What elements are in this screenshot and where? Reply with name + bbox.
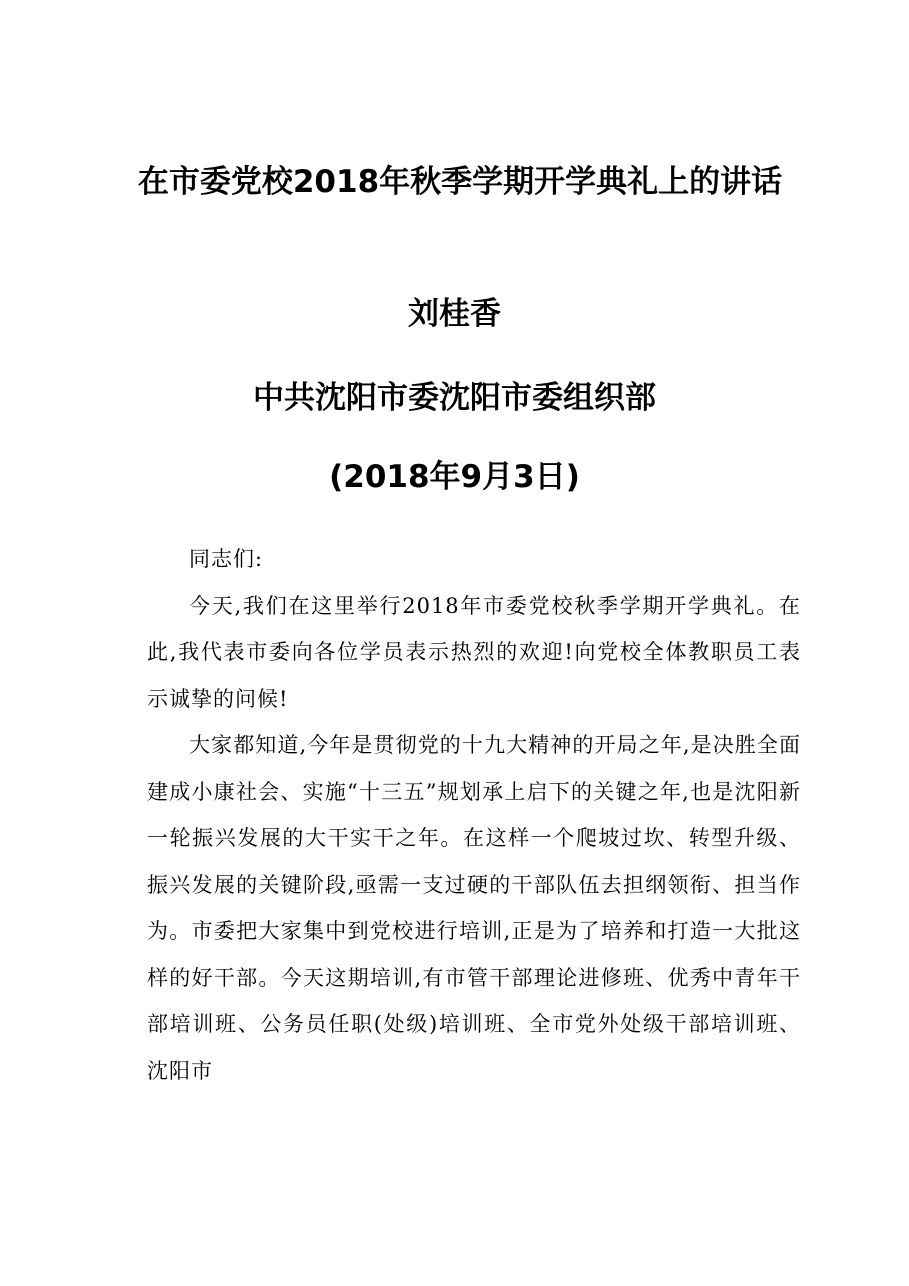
document-author: 刘桂香: [408, 296, 501, 332]
paragraph-2: 大家都知道,今年是贯彻党的十九大精神的开局之年,是决胜全面建成小康社会、实施“十三五”规划承上启下的关键之年,也是沈阳新一轮振兴发展的大干实干之年。在这样一个爬坡过坎、转型升级、振兴发展的关键阶段,亟需一支过硬的干部队伍去担纲领衔、担当作为。市委把大家集中到党校进行培训,正是为了培养和打造一大批这样的好干部。今天这期培训,有市管干部理论进修班、优秀中青年干部培训班、公务员任职(处级)培训班、全市党外处级干部培训班、沈阳市: [147, 733, 801, 1083]
document-title: 在市委党校2018年秋季学期开学典礼上的讲话: [137, 164, 783, 200]
document-body: [147, 536, 801, 1094]
greeting: 同志们:: [189, 547, 264, 571]
document-organization: 中共沈阳市委沈阳市委组织部: [253, 380, 656, 416]
paragraph-1: 今天,我们在这里举行2018年市委党校秋季学期开学典礼。在此,我代表市委向各位学员表示热烈的欢迎!向党校全体教职员工表示诚挚的问候!: [147, 593, 801, 711]
document-date: (2018年9月3日): [329, 459, 580, 495]
